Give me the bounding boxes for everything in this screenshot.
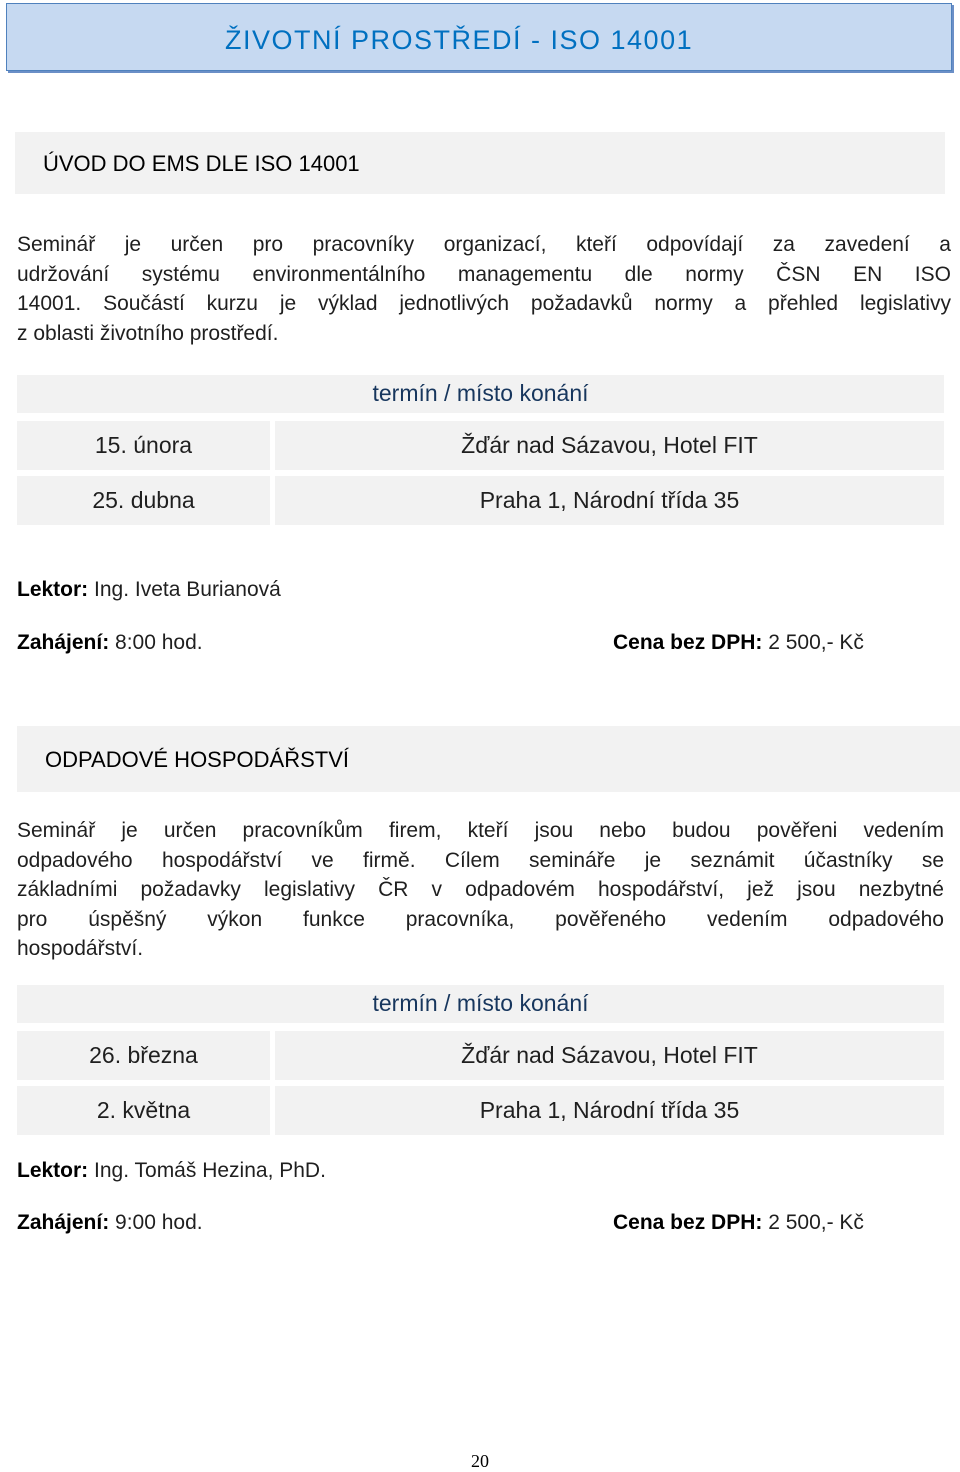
price-value: 2 500,- Kč <box>768 631 864 654</box>
course-1-schedule-row <box>17 421 944 470</box>
course-2-heading-box <box>17 726 960 792</box>
lecturer-name: Ing. Tomáš Hezina, PhD. <box>94 1159 326 1182</box>
start-time: 8:00 hod. <box>115 631 203 654</box>
page-title: ŽIVOTNÍ PROSTŘEDÍ - ISO 14001 <box>225 25 694 55</box>
schedule-place: Žďár nad Sázavou, Hotel FIT <box>275 1031 944 1080</box>
description-line: z oblasti životního prostředí. <box>17 321 279 345</box>
price-label: Cena bez DPH: <box>613 1211 763 1234</box>
start-label: Zahájení: <box>17 631 110 654</box>
description-line: odpadového hospodářství ve firmě. Cílem semináře je seznámit účastníky se <box>17 848 944 872</box>
page-title-banner <box>6 3 952 71</box>
course-2-schedule-row <box>17 1086 944 1135</box>
course-1-schedule-header <box>17 375 944 413</box>
start-label: Zahájení: <box>17 1211 110 1234</box>
lecturer-label: Lektor: <box>17 578 89 601</box>
schedule-date: 2. května <box>17 1086 270 1135</box>
description-line: Seminář je určen pracovníkům firem, kteří jsou nebo budou pověřeni vedením <box>17 819 944 842</box>
schedule-place: Praha 1, Národní třída 35 <box>275 1086 944 1135</box>
course-2-start <box>17 1211 203 1235</box>
description-line: Seminář je určen pro pracovníky organizací, kteří odpovídají za zavedení a <box>17 233 951 256</box>
course-2-lecturer <box>17 1159 326 1183</box>
start-time: 9:00 hod. <box>115 1211 203 1234</box>
schedule-header-label: termín / místo konání <box>372 380 589 406</box>
price-value: 2 500,- Kč <box>768 1211 864 1234</box>
page-number: 20 <box>471 1451 489 1471</box>
schedule-date: 25. dubna <box>17 476 270 525</box>
lecturer-name: Ing. Iveta Burianová <box>94 578 281 601</box>
course-2-title: ODPADOVÉ HOSPODÁŘSTVÍ <box>45 747 349 772</box>
course-2-schedule-row <box>17 1031 944 1080</box>
course-1-lecturer <box>17 578 281 602</box>
description-line: 14001. Součástí kurzu je výklad jednotlivých požadavků normy a přehled legislativy <box>17 292 951 315</box>
course-1-description <box>17 230 951 348</box>
description-line: udržování systému environmentálního managementu dle normy ČSN EN ISO <box>17 262 951 286</box>
description-line: hospodářství. <box>17 937 144 960</box>
price-label: Cena bez DPH: <box>613 631 763 654</box>
course-1-title: ÚVOD DO EMS DLE ISO 14001 <box>43 151 360 176</box>
schedule-date: 15. února <box>17 421 270 470</box>
lecturer-label: Lektor: <box>17 1159 89 1182</box>
schedule-place: Žďár nad Sázavou, Hotel FIT <box>275 421 944 470</box>
course-2-description <box>17 816 944 964</box>
description-line: pro úspěšný výkon funkce pracovníka, pověřeného vedením odpadového <box>17 907 944 931</box>
course-1-start <box>17 631 203 655</box>
course-2-price <box>613 1211 864 1235</box>
schedule-header-label: termín / místo konání <box>372 990 589 1016</box>
course-1-heading-box <box>15 132 945 194</box>
course-1-schedule-row <box>17 476 944 525</box>
schedule-place: Praha 1, Národní třída 35 <box>275 476 944 525</box>
course-1-price <box>613 631 864 655</box>
course-2-schedule-header <box>17 985 944 1023</box>
schedule-date: 26. března <box>17 1031 270 1080</box>
description-line: základními požadavky legislativy ČR v odpadovém hospodářství, jež jsou nezbytné <box>17 878 944 901</box>
